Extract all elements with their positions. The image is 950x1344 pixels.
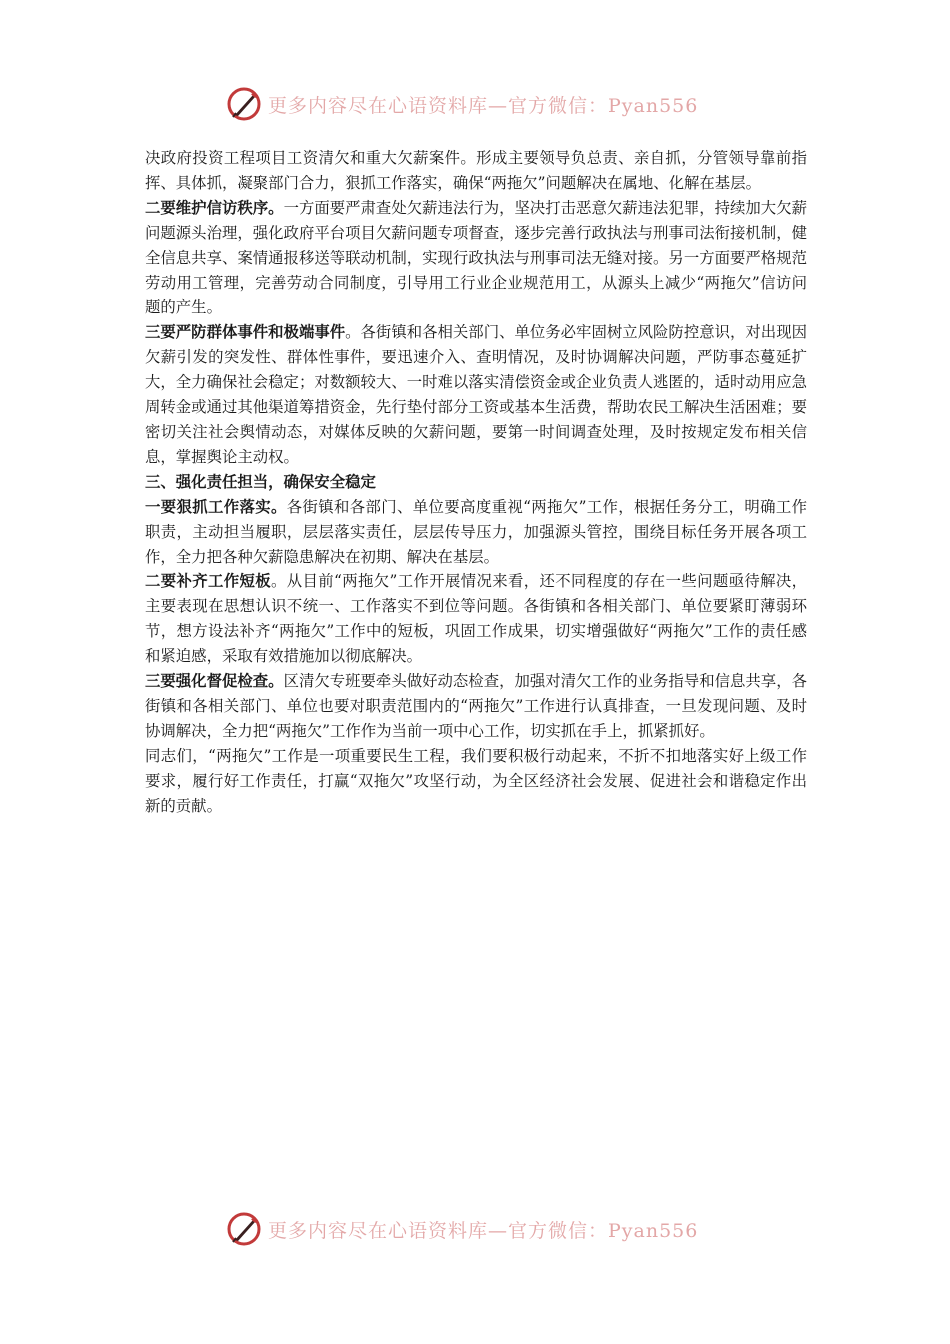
section-heading: 三、强化责任担当，确保安全稳定 xyxy=(145,472,376,491)
quill-logo-icon xyxy=(226,1211,262,1247)
paragraph-lead: 二要补齐工作短板 xyxy=(145,572,272,591)
paragraph-text: 各街镇和各部门、单位要高度重视“两拖欠”工作，根据任务分工，明确工作职责，主动担当履职，层层落实责任，层层传导压力，加强源头管控，围绕目标任务开展各项工作，全力把各种欠薪隐患解决在初期、解决在基层。 xyxy=(145,497,807,566)
paragraph-lead: 二要维护信访秩序。 xyxy=(145,198,284,217)
paragraph xyxy=(145,196,807,321)
document-body xyxy=(145,146,807,818)
watermark-text: 更多内容尽在心语资料库—官方微信：Pyan556 xyxy=(268,1219,699,1242)
paragraph-text: 。从目前“两拖欠”工作开展情况来看，还不同程度的存在一些问题亟待解决，主要表现在思想认识不统一、工作落实不到位等问题。各街镇和各相关部门、单位要紧盯薄弱环节，想方设法补齐“两拖欠”工作中的短板，巩固工作成果，切实增强做好“两拖欠”工作的责任感和紧迫感，采取有效措施加以彻底解决。 xyxy=(145,572,807,666)
paragraph xyxy=(145,569,807,669)
paragraph xyxy=(145,495,807,570)
header-watermark xyxy=(226,84,698,124)
paragraph xyxy=(145,744,807,819)
paragraph-text: 决政府投资工程项目工资清欠和重大欠薪案件。形成主要领导负总责、亲自抓，分管领导靠前指挥、具体抓，凝聚部门合力，狠抓工作落实，确保“两拖欠”问题解决在属地、化解在基层。 xyxy=(145,149,807,192)
paragraph-text: 同志们，“两拖欠”工作是一项重要民生工程，我们要积极行动起来，不折不扣地落实好上级工作要求，履行好工作责任，打赢“双拖欠”攻坚行动，为全区经济社会发展、促进社会和谐稳定作出新的贡献。 xyxy=(145,746,807,815)
watermark-text: 更多内容尽在心语资料库—官方微信：Pyan556 xyxy=(268,94,699,117)
paragraph-lead: 三要严防群体事件和极端事件 xyxy=(145,323,346,342)
paragraph-text: 区清欠专班要牵头做好动态检查，加强对清欠工作的业务指导和信息共享，各街镇和各相关部门、单位也要对职责范围内的“两拖欠”工作进行认真排查，一旦发现问题、及时协调解决，全力把“两拖欠”工作作为当前一项中心工作，切实抓在手上，抓紧抓好。 xyxy=(145,672,807,740)
paragraph-lead: 一要狠抓工作落实。 xyxy=(145,497,287,516)
paragraph-text: 一方面要严肃查处欠薪违法行为，坚决打击恶意欠薪违法犯罪，持续加大欠薪问题源头治理，强化政府平台项目欠薪问题专项督查，逐步完善行政执法与刑事司法衔接机制，健全信息共享、案情通报移送等联动机制，实现行政执法与刑事司法无缝对接。另一方面要严格规范劳动用工管理，完善劳动合同制度，引导用工行业企业规范用工，从源头上减少“两拖欠”信访问题的产生。 xyxy=(145,198,807,317)
paragraph-text: 。各街镇和各相关部门、单位务必牢固树立风险防控意识，对出现因欠薪引发的突发性、群体性事件，要迅速介入、查明情况，及时协调解决问题，严防事态蔓延扩大，全力确保社会稳定；对数额较大、一时难以落实清偿资金或企业负责人逃匿的，适时动用应急周转金或通过其他渠道筹措资金，先行垫付部分工资或基本生活费，帮助农民工解决生活困难；要密切关注社会舆情动态，对媒体反映的欠薪问题，要第一时间调查处理，及时按规定发布相关信息，掌握舆论主动权。 xyxy=(145,323,807,466)
footer-watermark xyxy=(226,1209,698,1249)
paragraph xyxy=(145,320,807,469)
paragraph-lead: 三要强化督促检查。 xyxy=(145,672,284,691)
paragraph xyxy=(145,669,807,744)
paragraph xyxy=(145,146,807,196)
quill-logo-icon xyxy=(226,86,262,122)
